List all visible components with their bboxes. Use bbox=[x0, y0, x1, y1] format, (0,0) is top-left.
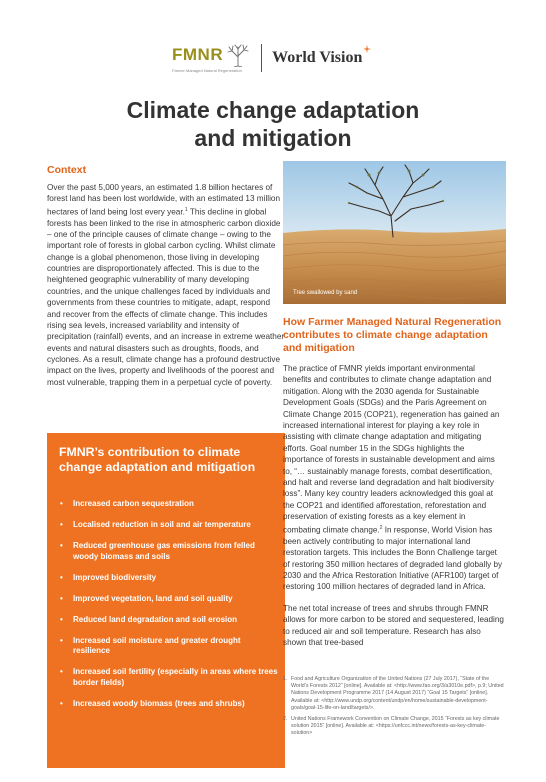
fmnr-paragraph-2: The net total increase of trees and shrubs through FMNR allows for more carbon to be stored and sequestered, leading to reduced air and soil temperature. Research has also shown that tree-based bbox=[283, 603, 504, 648]
fmnr-text-b: In response, World Vision has been actively contributing to major international land restoration targets. This includes the Bonn Challenge target of restoring 350 million hectares of degraded land globally by 2030 and the Africa Restoration Initiative (AFR100) target of restoring 100 million hectares of degraded land in Africa. bbox=[283, 525, 503, 592]
footnote-text: United Nations Framework Convention on Climate Change, 2015 “Forests as key climate solution 2015” [online]. Available at: <https://unfccc.int/news/forests-as-key-climate-solution> bbox=[291, 716, 500, 737]
list-item: • Increased woody biomass (trees and shrubs) bbox=[59, 699, 279, 710]
list-item: • Increased carbon sequestration bbox=[59, 499, 279, 510]
fmnr-paragraph-1 bbox=[283, 363, 505, 593]
world-vision-text: World Vision bbox=[272, 49, 363, 66]
list-item: • Reduced land degradation and soil erosion bbox=[59, 615, 279, 626]
context-paragraph bbox=[47, 182, 285, 388]
contribution-box bbox=[47, 433, 288, 768]
context-section bbox=[47, 164, 285, 388]
context-text-b: This decline in global forests has been linked to the rise in atmospheric carbon dioxide – one of the principle causes of climate change – owing to the important role of forests in global carbon cycling. Whilst climate change is a global phenomenon, those living in developing countries are disproportionately affected. This is due to the heightened geographic vulnerability of many developing countries, and the unique challenges faced by individuals and governments from these countries to mitigate, adapt, respond and recover from the effects of climate change. This includes rising sea levels, increased variability and intensity of precipitation (rainfall) events, and an increase in extreme weather events and natural disasters such as droughts, floods, and cyclones. As a result, climate change has a profound destructive impact on the lives, property and livelihoods of the poorest and most vulnerable, trapping them in a perpetual cycle of poverty. bbox=[47, 207, 285, 387]
tree-icon bbox=[225, 43, 251, 67]
fmnr-logo-text: FMNR bbox=[172, 45, 224, 64]
list-item: • Reduced greenhouse gas emissions from felled woody biomass and soils bbox=[59, 541, 279, 562]
logo-divider bbox=[261, 44, 262, 72]
footnote-ref-2: 2 bbox=[379, 524, 383, 531]
footnote-number: 2. bbox=[283, 716, 288, 723]
page-title bbox=[0, 96, 546, 152]
fmnr-tagline: Farmer Managed Natural Regeneration bbox=[172, 68, 242, 73]
fmnr-text-a: The practice of FMNR yields important environmental benefits and contributes to climate change adaptation and mitigation. Along with the 2030 agenda for Sustainable Development Goals (SDGs) and the Paris Agreement on Climate Change 2015 (COP21), regeneration has gained an increased international interest for playing a key role in assisting with climate change adaptation and mitigating efforts. Goal number 15 in the SDGs highlights the importance of forests in sustainable development and aims to, “… sustainably manage forests, combat desertification, and halt and reverse land degradation and halt biodiversity loss”. Many key country leaders acknowledged this goal at the COP21 and identified afforestation, reforestation and preservation of existing forests as a key element in combating climate change. bbox=[283, 364, 500, 535]
fmnr-section bbox=[283, 316, 505, 648]
photo-caption: Tree swallowed by sand bbox=[293, 290, 358, 296]
header-logos bbox=[172, 38, 371, 78]
context-text-a: Over the past 5,000 years, an estimated 1.8 billion hectares of forest land has been lost worldwide, with an estimated 13 million hectares of land being lost every year. bbox=[47, 183, 281, 217]
world-vision-star-icon bbox=[363, 45, 371, 53]
footnote-number: 1. bbox=[283, 676, 288, 682]
context-heading: Context bbox=[47, 164, 87, 176]
list-item: • Localised reduction in soil and air temperature bbox=[59, 520, 279, 531]
footnotes bbox=[283, 676, 505, 742]
footnote-item bbox=[283, 676, 505, 712]
contribution-list bbox=[59, 499, 279, 720]
fmnr-heading: How Farmer Managed Natural Regeneration contributes to climate change adaptation and mitigation bbox=[283, 316, 502, 354]
list-item: • Improved vegetation, land and soil quality bbox=[59, 594, 279, 605]
list-item: • Increased soil moisture and greater drought resilience bbox=[59, 636, 279, 657]
desert-tree-photo bbox=[283, 161, 506, 304]
contribution-box-title: FMNR’s contribution to climate change adaptation and mitigation bbox=[59, 445, 256, 474]
footnote-ref-1: 1 bbox=[184, 206, 188, 213]
title-line-1: Climate change adaptation bbox=[126, 97, 420, 123]
footnote-text: Food and Agriculture Organization of the United Nations (27 July 2017), “State of the World’s Forests 2012” [online]. Available at: <http://www.fao.org/3/a3010e.pdf>, p.9; United Nations Development Programme 2017 (14 August 2017) “Goal 15 Targets” [online]. Available at: <http://www.undp.org/content/undp/en/home/sustainable-development-goals/goal-15-life-on-land/targets/>. bbox=[291, 676, 504, 711]
desert-tree-image bbox=[283, 161, 506, 304]
list-item: • Increased soil fertility (especially in areas where trees border fields) bbox=[59, 667, 279, 688]
fmnr-logo bbox=[172, 43, 251, 73]
title-line-2: and mitigation bbox=[194, 125, 352, 151]
world-vision-logo bbox=[272, 49, 371, 67]
footnote-item bbox=[283, 716, 505, 738]
list-item: • Improved biodiversity bbox=[59, 573, 279, 584]
